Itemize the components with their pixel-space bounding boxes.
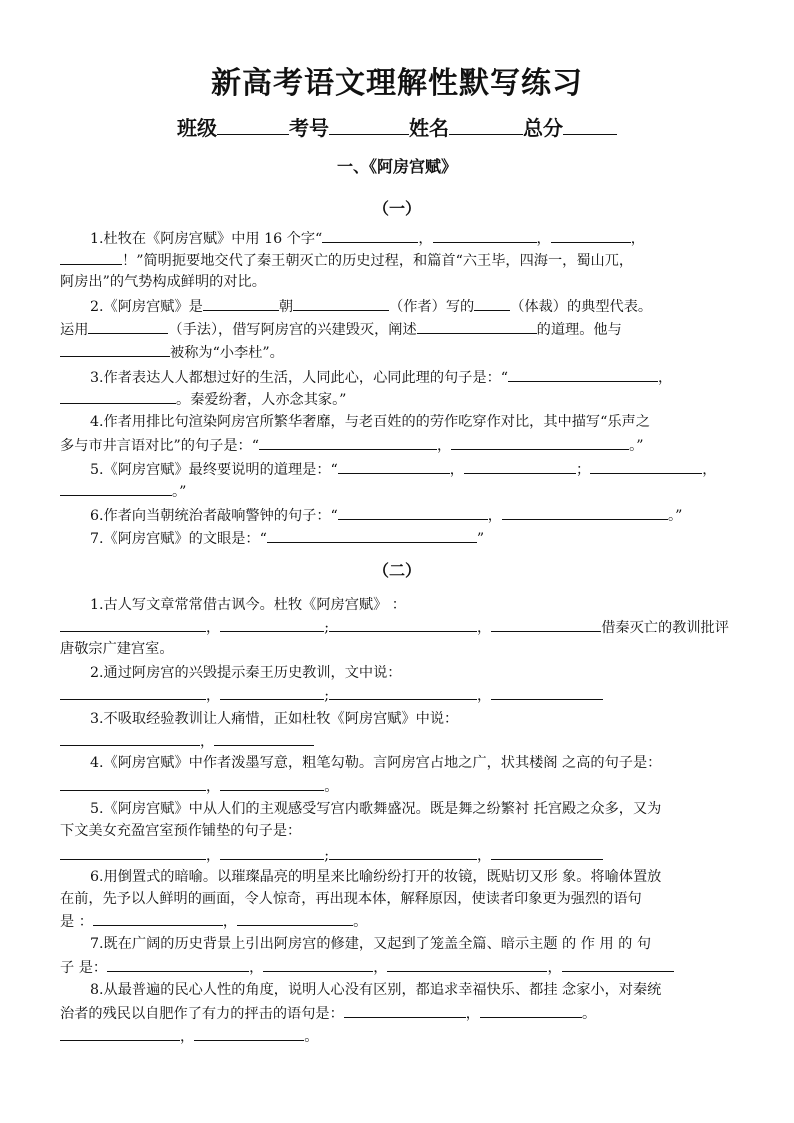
part2-question-5-line-2: 下文美女充盈宫室预作铺垫的句子是： <box>60 823 302 839</box>
part2-question-2: 2.通过阿房宫的兴毁提示秦王历史教训，文中说： <box>90 665 402 681</box>
answer-blank[interactable] <box>338 504 488 520</box>
answer-blank[interactable] <box>194 1025 304 1041</box>
answer-blank[interactable] <box>60 249 122 265</box>
answer-blank[interactable] <box>220 616 324 632</box>
question-4: 4.作者用排比句渲染阿房宫所繁华奢靡，与老百姓的的劳作吃穿作对比，其中描写“乐声之 <box>90 414 650 430</box>
answer-blank[interactable] <box>214 730 314 746</box>
question-1: 1.杜牧在《阿房宫赋》中用 16 个字“ ， ， ， <box>90 227 736 250</box>
student-info-row <box>0 112 794 141</box>
name-label: 姓名 <box>409 116 449 140</box>
answer-blank[interactable] <box>387 956 547 972</box>
part2-question-8: 8.从最普遍的民心人性的角度，说明人心没有区别，都追求幸福快乐、都挂 念家小，对秦统 <box>90 982 662 998</box>
answer-blank[interactable] <box>329 684 477 700</box>
answer-blank[interactable] <box>433 227 537 243</box>
question-3-line-2: 。秦爱纷奢，人亦念其家。” <box>60 388 736 411</box>
part2-question-8-line-2: 治者的残民以自肥作了有力的抨击的语句是： ， 。 <box>60 1002 736 1025</box>
exam-number-label: 考号 <box>289 116 329 140</box>
section-heading: 一、《阿房宫赋》 <box>336 157 457 176</box>
answer-blank[interactable] <box>344 1002 466 1018</box>
part2-question-7: 7.既在广阔的历史背景上引出阿房宫的修建，又起到了笼盖全篇、暗示主题 的 作 用 的 句 <box>90 936 652 952</box>
answer-blank[interactable] <box>263 956 373 972</box>
subsection-heading-2: （二） <box>372 561 421 580</box>
part2-question-6-line-3: 是 ： ， 。 <box>60 910 736 933</box>
answer-blank[interactable] <box>220 684 324 700</box>
part2-question-3: 3.不吸取经验教训让人痛惜，正如杜牧《阿房宫赋》中说： <box>90 711 459 727</box>
answer-blank[interactable] <box>60 480 172 496</box>
score-label: 总分 <box>523 116 563 140</box>
answer-blank[interactable] <box>474 295 510 311</box>
answer-blank[interactable] <box>60 844 206 860</box>
part2-question-5: 5.《阿房宫赋》中从人们的主观感受写宫内歌舞盛况。既是舞之纷繁衬 托宫殿之众多，又为 <box>90 801 662 817</box>
answer-blank[interactable] <box>322 227 418 243</box>
answer-blank[interactable] <box>60 775 206 791</box>
answer-blank[interactable] <box>502 504 668 520</box>
question-5-line-2: 。” <box>60 480 736 503</box>
answer-blank[interactable] <box>60 616 206 632</box>
answer-blank[interactable] <box>60 1025 180 1041</box>
question-3: 3.作者表达人人都想过好的生活，人同此心，心同此理的句子是：“ ， <box>90 366 736 389</box>
part2-question-1: 1.古人写文章常常借古讽今。杜牧《阿房宫赋》 ： <box>90 597 406 613</box>
question-7: 7.《阿房宫赋》的文眼是：“ ” <box>90 527 736 550</box>
answer-blank[interactable] <box>237 910 353 926</box>
part2-question-3-line-2: ， <box>60 730 736 753</box>
answer-blank[interactable] <box>491 684 603 700</box>
question-1-line-3: 阿房出”的气势构成鲜明的对比。 <box>60 274 266 290</box>
answer-blank[interactable] <box>491 844 603 860</box>
answer-blank[interactable] <box>451 434 629 450</box>
class-blank[interactable] <box>217 116 289 135</box>
answer-blank[interactable] <box>329 844 477 860</box>
answer-blank[interactable] <box>93 910 223 926</box>
part2-question-1-line-2: ， ; ， 借秦灭亡的教训批评 <box>60 616 736 639</box>
question-4-line-2: 多与市井言语对比”的句子是：“ ， 。” <box>60 434 736 457</box>
answer-blank[interactable] <box>464 458 576 474</box>
question-2-line-3: 被称为“小李杜”。 <box>60 341 736 364</box>
question-2-line-2: 运用 （手法），借写阿房宫的兴建毁灭，阐述 的道理。他与 <box>60 318 736 341</box>
answer-blank[interactable] <box>590 458 702 474</box>
part2-question-5-line-3: ， ; ， <box>60 844 736 867</box>
part2-question-7-line-2: 子 是： ， ， ， <box>60 956 736 979</box>
name-blank[interactable] <box>449 116 523 135</box>
worksheet-title: 新高考语文理解性默写练习 <box>211 66 583 101</box>
part2-question-2-line-2: ， ; ， <box>60 684 736 707</box>
answer-blank[interactable] <box>551 227 631 243</box>
answer-blank[interactable] <box>267 527 477 543</box>
answer-blank[interactable] <box>60 341 170 357</box>
answer-blank[interactable] <box>480 1002 582 1018</box>
score-blank[interactable] <box>563 116 617 135</box>
part2-question-6-line-2: 在前，先予以人鲜明的画面，令人惊奇，再出现本体，解释原因，使读者印象更为强烈的语句 <box>60 891 642 907</box>
part2-question-8-line-3: ， 。 <box>60 1025 736 1048</box>
part2-question-6: 6.用倒置式的暗喻。以璀璨晶亮的明星来比喻纷纷打开的妆镜，既贴切又形 象。将喻体置放 <box>90 869 662 885</box>
question-5: 5.《阿房宫赋》最终要说明的道理是：“ ， ； ， <box>90 458 736 481</box>
subsection-heading-1: （一） <box>372 199 421 218</box>
answer-blank[interactable] <box>329 616 477 632</box>
question-2: 2.《阿房宫赋》是 朝 （作者）写的 （体裁）的典型代表。 <box>90 295 736 318</box>
answer-blank[interactable] <box>417 318 537 334</box>
answer-blank[interactable] <box>220 844 324 860</box>
answer-blank[interactable] <box>562 956 674 972</box>
answer-blank[interactable] <box>107 956 249 972</box>
question-6: 6.作者向当朝统治者敲响警钟的句子：“ ， 。” <box>90 504 736 527</box>
class-label: 班级 <box>177 116 217 140</box>
answer-blank[interactable] <box>60 388 176 404</box>
answer-blank[interactable] <box>293 295 389 311</box>
answer-blank[interactable] <box>259 434 437 450</box>
part2-question-1-line-3: 唐敬宗广建宫室。 <box>60 641 174 657</box>
question-1-line-2: ！”简明扼要地交代了秦王朝灭亡的历史过程，和篇首“六王毕，四海一，蜀山兀， <box>60 249 736 272</box>
answer-blank[interactable] <box>220 775 324 791</box>
answer-blank[interactable] <box>88 318 168 334</box>
part2-question-4-line-2: ， 。 <box>60 775 736 798</box>
answer-blank[interactable] <box>60 730 200 746</box>
answer-blank[interactable] <box>203 295 279 311</box>
part2-question-4: 4.《阿房宫赋》中作者泼墨写意，粗笔勾勒。言阿房宫占地之广，状其楼阁 之高的句子是： <box>90 755 662 771</box>
answer-blank[interactable] <box>60 684 206 700</box>
answer-blank[interactable] <box>338 458 450 474</box>
answer-blank[interactable] <box>508 366 658 382</box>
exam-number-blank[interactable] <box>329 116 409 135</box>
answer-blank[interactable] <box>491 616 601 632</box>
